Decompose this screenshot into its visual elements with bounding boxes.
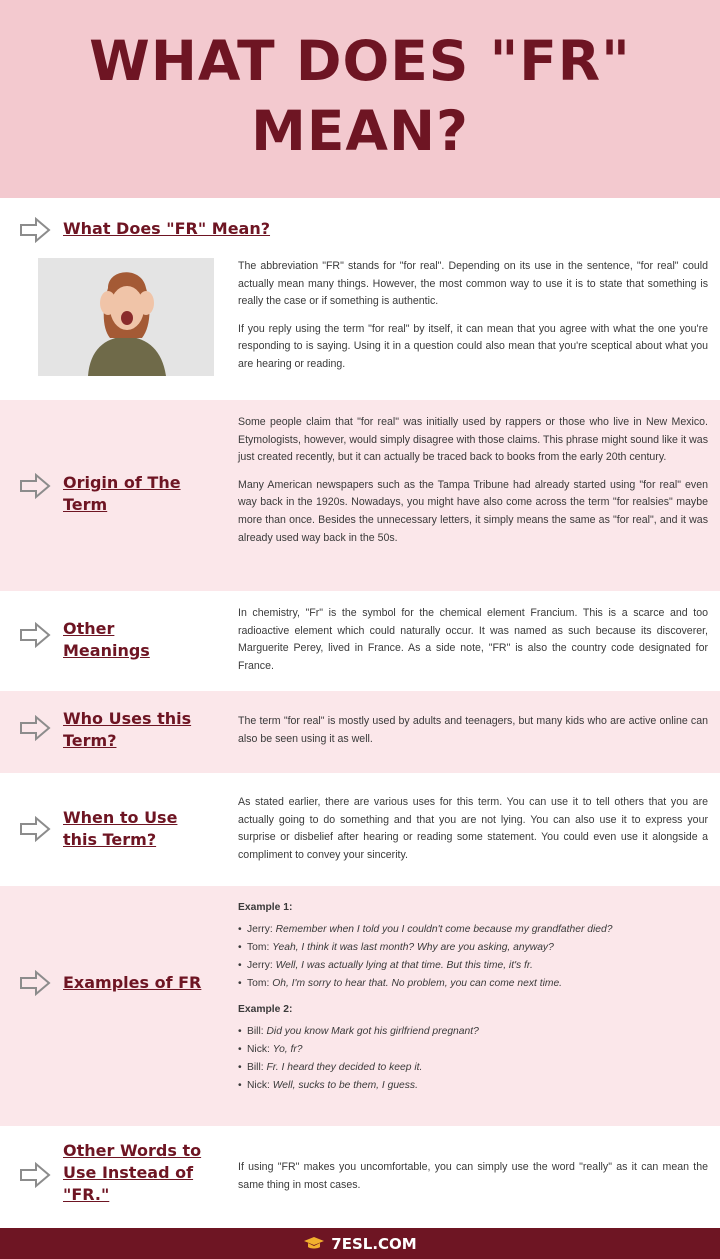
example-title: Example 2: xyxy=(238,1004,293,1015)
right-arrow-icon xyxy=(19,217,51,243)
speaker: Jerry: xyxy=(247,960,273,971)
right-arrow-icon xyxy=(19,1162,51,1188)
paragraph: The abbreviation "FR" stands for "for real". Depending on its use in the sentence, "for real" could actually mean many things. However, the most common way to use it is to state that something is really the case or if something is authentic. xyxy=(238,260,708,308)
dialogue-line xyxy=(238,1023,708,1041)
dialogue-line xyxy=(238,939,708,957)
paragraph: If you reply using the term "for real" by itself, it can mean that you agree with what the one you're responding to is saying. Using it in a question could also mean that you're sceptical about what you are hearing or reading. xyxy=(238,322,708,370)
paragraph: In chemistry, "Fr" is the symbol for the chemical element Francium. This is a scarce and too radioactive element which could naturally occur. It was named as such because its discoverer, Marguerite Perey, lived in France. As a side note, "FR" is also the country code designated for France. xyxy=(238,607,708,672)
section-who-uses xyxy=(0,691,720,773)
section-body xyxy=(238,258,708,384)
section-body xyxy=(238,794,708,874)
speaker: Jerry: xyxy=(247,924,273,935)
graduation-cap-icon xyxy=(303,1236,325,1251)
title-banner xyxy=(0,0,720,198)
section-heading: When to Use this Term? xyxy=(63,808,178,849)
paragraph: The term "for real" is mostly used by adults and teenagers, but many kids who are active online can also be seen using it as well. xyxy=(238,715,708,745)
page-title xyxy=(0,26,720,166)
line-text: Fr. I heard they decided to keep it. xyxy=(266,1062,423,1073)
section-body xyxy=(238,414,708,557)
footer-bar xyxy=(0,1228,720,1259)
dialogue-line xyxy=(238,975,708,993)
section-examples xyxy=(0,886,720,1126)
section-other-meanings xyxy=(0,591,720,691)
right-arrow-icon xyxy=(19,715,51,741)
example-title: Example 1: xyxy=(238,902,293,913)
section-heading: Other Words to Use Instead of "FR." xyxy=(63,1141,202,1204)
line-text: Oh, I'm sorry to hear that. No problem, you can come next time. xyxy=(272,978,563,989)
paragraph: As stated earlier, there are various uses for this term. You can use it to tell others that you are actually going to do something and that you are not lying. You can also use it to express your surprise or disbelief after hearing or reading some statement. You could even use it alongside a compliment to convey your sincerity. xyxy=(238,796,708,861)
paragraph: If using "FR" makes you uncomfortable, you can simply use the word "really" as it can mean the same thing in most cases. xyxy=(238,1161,708,1191)
section-body xyxy=(238,713,708,758)
line-text: Well, I was actually lying at that time. But this time, it's fr. xyxy=(275,960,533,971)
speaker: Bill: xyxy=(247,1062,264,1073)
paragraph: Many American newspapers such as the Tampa Tribune had already started using "for real" even way back in the 1920s. Nowadays, you might have also come across the term "for realsies" maybe more than once. Besides the unnecessary letters, it simply means the same as "for real", and it was already used way back in the 50s. xyxy=(238,478,708,544)
examples-block xyxy=(238,899,708,1103)
line-text: Remember when I told you I couldn't come because my grandfather died? xyxy=(275,924,613,935)
right-arrow-icon xyxy=(19,970,51,996)
section-heading: Origin of The Term xyxy=(63,473,181,514)
section-other-words xyxy=(0,1126,720,1228)
right-arrow-icon xyxy=(19,816,51,842)
paragraph: Some people claim that "for real" was initially used by rappers or those who live in New Mexico. Etymologists, however, would simply disagree with those claims. This phrase might sound like it was just created recently, but it can actually be traced back to books from the early 20th century. xyxy=(238,416,708,464)
line-text: Well, sucks to be them, I guess. xyxy=(272,1080,418,1091)
example-dialogue xyxy=(238,1023,708,1095)
dialogue-line xyxy=(238,1077,708,1095)
right-arrow-icon xyxy=(19,473,51,499)
line-text: Yo, fr? xyxy=(272,1044,303,1055)
dialogue-line xyxy=(238,921,708,939)
dialogue-line xyxy=(238,1041,708,1059)
logo-text: 7ESL.COM xyxy=(331,1235,417,1253)
section-heading: Other Meanings xyxy=(63,619,150,660)
site-logo[interactable] xyxy=(0,1234,720,1254)
dialogue-line xyxy=(238,1059,708,1077)
line-text: Yeah, I think it was last month? Why are you asking, anyway? xyxy=(272,942,554,953)
speaker: Tom: xyxy=(247,942,270,953)
title-line-1: WHAT DOES "FR" xyxy=(89,29,631,93)
line-text: Did you know Mark got his girlfriend pregnant? xyxy=(266,1026,479,1037)
section-when-to-use xyxy=(0,773,720,886)
dialogue-line xyxy=(238,957,708,975)
section-heading: Who Uses this Term? xyxy=(63,709,192,750)
section-origin xyxy=(0,400,720,591)
title-line-2: MEAN? xyxy=(251,99,469,163)
speaker: Bill: xyxy=(247,1026,264,1037)
section-heading: Examples of FR xyxy=(63,973,202,992)
section-body xyxy=(238,605,708,685)
right-arrow-icon xyxy=(19,622,51,648)
speaker: Nick: xyxy=(247,1080,270,1091)
excited-woman-photo xyxy=(38,258,214,376)
speaker: Nick: xyxy=(247,1044,270,1055)
example-dialogue xyxy=(238,921,708,993)
speaker: Tom: xyxy=(247,978,270,989)
section-heading: What Does "FR" Mean? xyxy=(63,219,271,238)
section-body xyxy=(238,1159,708,1204)
